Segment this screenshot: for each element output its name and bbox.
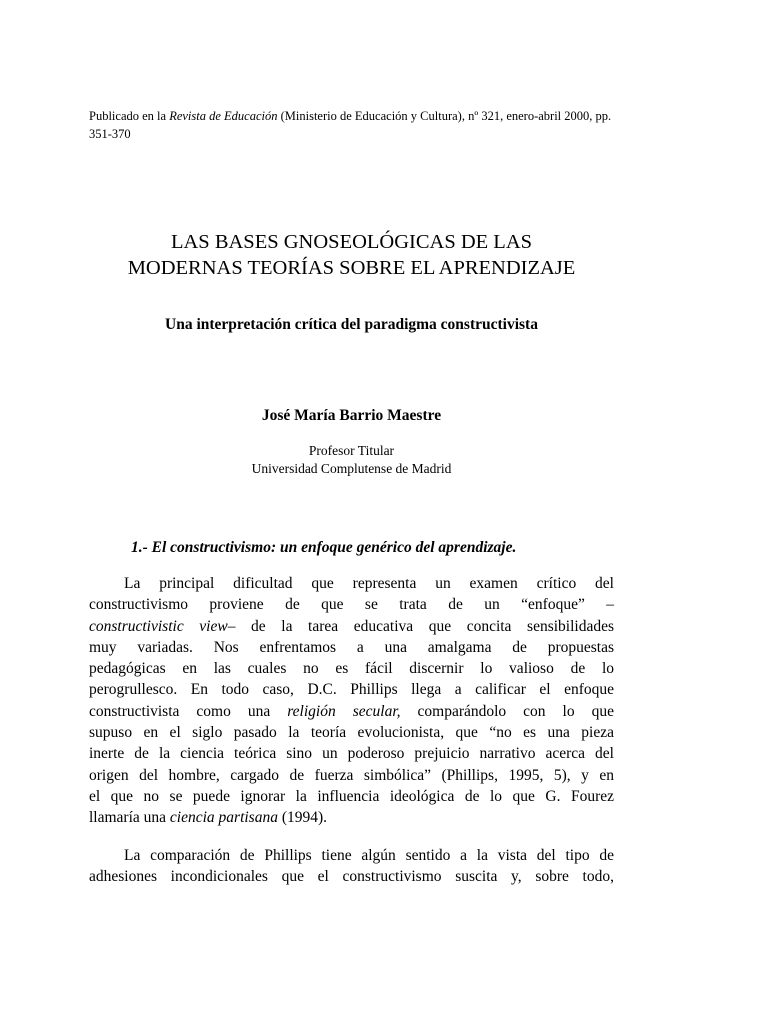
- paragraph-line: inerte de la ciencia teórica sino un poderoso prejuicio narrativo acerca del: [89, 745, 614, 763]
- document-title: [89, 229, 614, 281]
- italic-term: religión secular,: [287, 702, 401, 720]
- section-heading: 1.- El constructivismo: un enfoque genérico del aprendizaje.: [131, 539, 517, 556]
- author-name: José María Barrio Maestre: [261, 407, 442, 424]
- italic-term: constructivistic view: [89, 617, 228, 635]
- body-paragraph: [89, 845, 614, 888]
- italic-term: ciencia partisana: [169, 809, 278, 827]
- author-position: Profesor Titular: [308, 443, 395, 458]
- paragraph-line: supuso en el siglo pasado la teoría evolucionista, que “no es una pieza: [89, 724, 614, 742]
- paragraph-line: constructivismo proviene de que se trata de un “enfoque” –: [89, 596, 614, 614]
- publication-details: (Ministerio de Educación y Cultura), nº 321, enero-abril 2000, pp.: [277, 109, 612, 123]
- paragraph-line: llamaría una ciencia partisana (1994).: [89, 809, 328, 827]
- publication-prefix: Publicado en la: [89, 109, 170, 123]
- paragraph-line: el que no se puede ignorar la influencia ideológica de lo que G. Fourez: [89, 787, 614, 805]
- author-institution: Universidad Complutense de Madrid: [251, 461, 452, 476]
- publication-note: [89, 107, 619, 143]
- paragraph-line: constructivista como una religión secular, comparándolo con lo que: [89, 702, 614, 720]
- paragraph-line: origen del hombre, cargado de fuerza simbólica” (Phillips, 1995, 5), y en: [89, 766, 614, 784]
- journal-name: Revista de Educación: [169, 109, 278, 123]
- paragraph-line: constructivistic view– de la tarea educativa que concita sensibilidades: [89, 617, 614, 635]
- publication-pages: 351-370: [89, 127, 131, 141]
- paragraph-line: La comparación de Phillips tiene algún sentido a la vista del tipo de: [124, 847, 614, 864]
- document-subtitle: Una interpretación crítica del paradigma constructivista: [165, 316, 538, 333]
- paragraph-line: adhesiones incondicionales que el constructivismo suscita y, sobre todo,: [89, 868, 614, 886]
- paragraph-line: muy variadas. Nos enfrentamos a una amalgama de propuestas: [89, 638, 614, 656]
- paragraph-line: La principal dificultad que representa un examen crítico del: [124, 575, 614, 592]
- body-paragraph: [89, 573, 614, 829]
- title-line-2: MODERNAS TEORÍAS SOBRE EL APRENDIZAJE: [127, 257, 576, 279]
- title-line-1: LAS BASES GNOSEOLÓGICAS DE LAS: [170, 231, 533, 253]
- author-affiliation: [89, 442, 614, 478]
- paragraph-line: perogrullesco. En todo caso, D.C. Phillips llega a calificar el enfoque: [89, 681, 614, 699]
- paragraph-line: pedagógicas en las cuales no es fácil discernir lo valioso de lo: [89, 660, 614, 678]
